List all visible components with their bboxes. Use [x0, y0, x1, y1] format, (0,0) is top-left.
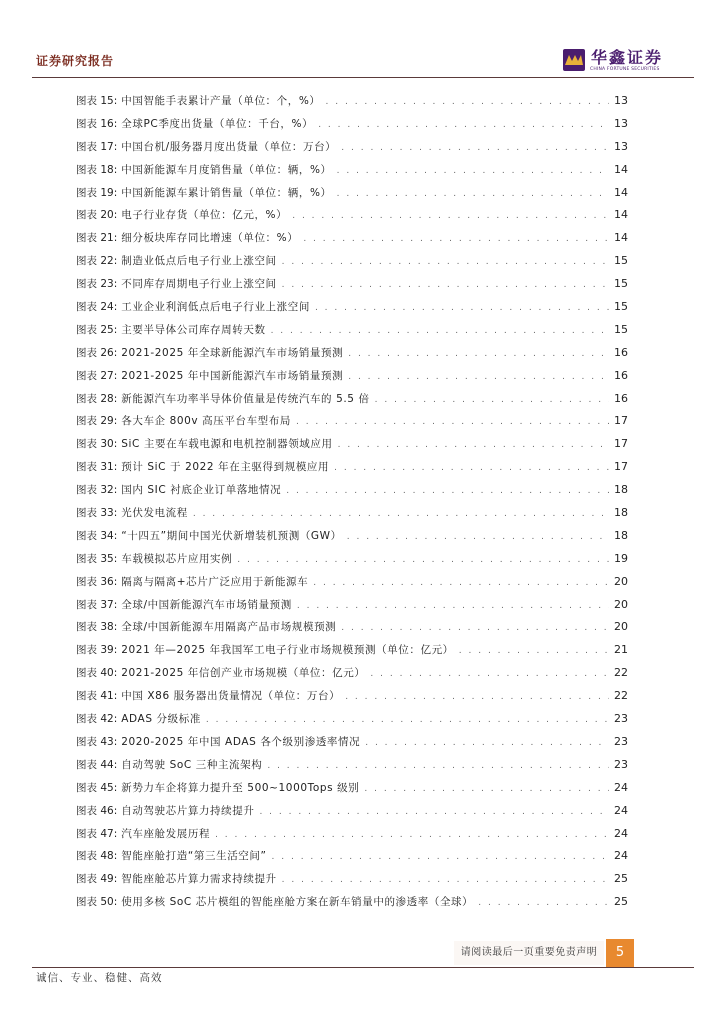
- toc-entry-label: 图表 25:: [76, 323, 118, 336]
- toc-dot-leader: [282, 869, 609, 892]
- toc-entry[interactable]: [76, 113, 628, 136]
- company-logo: [563, 45, 693, 77]
- toc-entry[interactable]: [76, 204, 628, 227]
- toc-entry-label: 图表 29:: [76, 415, 118, 428]
- toc-entry[interactable]: [76, 823, 628, 846]
- toc-entry-title: 中国新能源车累计销售量（单位：辆，%）: [121, 186, 332, 199]
- toc-entry[interactable]: [76, 548, 628, 571]
- toc-entry-title: 智能座舱打造“第三生活空间”: [121, 850, 267, 863]
- toc-dot-leader: [237, 549, 609, 572]
- toc-entry-page: 13: [614, 116, 628, 130]
- toc-entry-page: 14: [614, 185, 628, 199]
- toc-entry[interactable]: [76, 227, 628, 250]
- toc-entry[interactable]: [76, 616, 628, 639]
- toc-dot-leader: [345, 686, 609, 709]
- toc-dot-leader: [364, 778, 609, 801]
- toc-entry-title: 车载模拟芯片应用实例: [121, 552, 233, 565]
- toc-entry[interactable]: [76, 296, 628, 319]
- toc-dot-leader: [341, 617, 609, 640]
- toc-dot-leader: [303, 228, 609, 251]
- toc-dot-leader: [370, 663, 609, 686]
- toc-dot-leader: [282, 251, 609, 274]
- toc-entry-title: 全球PC季度出货量（单位：千台，%）: [121, 117, 314, 130]
- toc-entry-label: 图表 45:: [76, 781, 118, 794]
- toc-entry[interactable]: [76, 502, 628, 525]
- toc-entry-page: 13: [614, 139, 628, 153]
- toc-entry-label: 图表 36:: [76, 575, 118, 588]
- toc-entry-title: 中国新能源车月度销售量（单位：辆，%）: [121, 163, 332, 176]
- toc-entry-title: “十四五”期间中国光伏新增装机预测（GW）: [121, 529, 342, 542]
- footer-divider: [32, 967, 694, 968]
- toc-entry[interactable]: [76, 456, 628, 479]
- toc-entry-label: 图表 50:: [76, 896, 118, 909]
- toc-entry-title: 预计 SiC 于 2022 年在主驱得到规模应用: [121, 461, 330, 474]
- toc-entry-page: 24: [614, 826, 628, 840]
- toc-dot-leader: [286, 480, 609, 503]
- toc-dot-leader: [313, 572, 609, 595]
- toc-dot-leader: [338, 434, 609, 457]
- toc-dot-leader: [334, 457, 609, 480]
- toc-entry[interactable]: [76, 571, 628, 594]
- toc-entry-title: 主要半导体公司库存周转天数: [121, 323, 266, 336]
- toc-entry-page: 19: [614, 551, 628, 565]
- toc-entry-title: 中国台机/服务器月度出货量（单位：万台）: [121, 140, 337, 153]
- toc-entry-label: 图表 46:: [76, 804, 118, 817]
- toc-entry-label: 图表 15:: [76, 95, 118, 107]
- toc-entry[interactable]: [76, 319, 628, 342]
- toc-entry[interactable]: [76, 410, 628, 433]
- toc-entry[interactable]: [76, 891, 628, 914]
- toc-entry-title: 自动驾驶 SoC 三种主流架构: [121, 758, 263, 771]
- toc-entry-title: 2021-2025 年信创产业市场规模（单位：亿元）: [121, 667, 366, 680]
- toc-entry-title: 2020-2025 年中国 ADAS 各个级别渗透率情况: [121, 735, 361, 748]
- toc-entry-page: 18: [614, 483, 628, 497]
- toc-entry-label: 图表 20:: [76, 209, 118, 222]
- toc-entry-page: 20: [614, 597, 628, 611]
- toc-dot-leader: [478, 892, 609, 915]
- toc-entry[interactable]: [76, 594, 628, 617]
- toc-entry[interactable]: [76, 342, 628, 365]
- toc-entry-title: 汽车座舱发展历程: [121, 827, 211, 840]
- toc-entry[interactable]: [76, 90, 628, 113]
- toc-entry[interactable]: [76, 388, 628, 411]
- toc-entry-label: 图表 18:: [76, 163, 118, 176]
- toc-entry-page: 16: [614, 345, 628, 359]
- toc-entry-title: 自动驾驶芯片算力持续提升: [121, 804, 255, 817]
- toc-entry-page: 17: [614, 460, 628, 474]
- toc-entry-title: 细分板块库存同比增速（单位：%）: [121, 232, 299, 245]
- toc-dot-leader: [206, 709, 609, 732]
- toc-entry-page: 18: [614, 528, 628, 542]
- toc-entry-page: 14: [614, 208, 628, 222]
- toc-entry-label: 图表 22:: [76, 255, 118, 268]
- toc-dot-leader: [337, 160, 609, 183]
- toc-dot-leader: [193, 503, 609, 526]
- toc-entry-label: 图表 24:: [76, 301, 118, 314]
- toc-entry-page: 24: [614, 849, 628, 863]
- toc-entry-label: 图表 27:: [76, 369, 118, 382]
- toc-entry-label: 图表 16:: [76, 117, 118, 130]
- logo-mark-icon: [563, 49, 585, 71]
- toc-entry-page: 18: [614, 506, 628, 520]
- toc-entry[interactable]: [76, 777, 628, 800]
- toc-entry-title: 中国 X86 服务器出货量情况（单位：万台）: [121, 690, 341, 703]
- toc-entry-title: 制造业低点后电子行业上涨空间: [121, 255, 277, 268]
- toc-entry-label: 图表 38:: [76, 621, 118, 634]
- toc-entry-page: 23: [614, 757, 628, 771]
- toc-entry[interactable]: [76, 731, 628, 754]
- toc-entry-label: 图表 33:: [76, 507, 118, 520]
- toc-entry-label: 图表 37:: [76, 598, 118, 611]
- toc-entry-page: 25: [614, 895, 628, 909]
- toc-dot-leader: [297, 595, 609, 618]
- toc-entry-title: 电子行业存货（单位：亿元，%）: [121, 209, 288, 222]
- toc-entry[interactable]: [76, 754, 628, 777]
- toc-entry[interactable]: [76, 868, 628, 891]
- toc-entry-label: 图表 49:: [76, 873, 118, 886]
- toc-entry-title: ADAS 分级标准: [121, 713, 201, 726]
- toc-dot-leader: [341, 137, 609, 160]
- toc-entry-title: 全球/中国新能源汽车市场销量预测: [121, 598, 292, 611]
- toc-entry[interactable]: [76, 800, 628, 823]
- toc-entry[interactable]: [76, 525, 628, 548]
- toc-entry-page: 16: [614, 368, 628, 382]
- company-slogan: 诚信、专业、稳健、高效: [36, 972, 163, 984]
- toc-dot-leader: [348, 343, 609, 366]
- toc-entry-page: 16: [614, 391, 628, 405]
- toc-entry-page: 15: [614, 300, 628, 314]
- toc-entry-title: 智能座舱芯片算力需求持续提升: [121, 873, 277, 886]
- toc-entry-title: SiC 主要在车载电源和电机控制器领域应用: [121, 438, 333, 451]
- toc-entry-title: 使用多核 SoC 芯片模组的智能座舱方案在新车销量中的渗透率（全球）: [121, 896, 474, 909]
- toc-entry-title: 国内 SIC 衬底企业订单落地情况: [121, 484, 282, 497]
- toc-entry-page: 22: [614, 689, 628, 703]
- figure-list: [76, 90, 628, 914]
- toc-entry-label: 图表 35:: [76, 552, 118, 565]
- toc-entry[interactable]: [76, 273, 628, 296]
- toc-entry-page: 14: [614, 231, 628, 245]
- toc-entry-label: 图表 47:: [76, 827, 118, 840]
- toc-entry-label: 图表 32:: [76, 484, 118, 497]
- toc-entry-page: 25: [614, 872, 628, 886]
- toc-entry-page: 23: [614, 734, 628, 748]
- toc-entry-page: 14: [614, 162, 628, 176]
- toc-entry-page: 21: [614, 643, 628, 657]
- toc-entry-page: 20: [614, 620, 628, 634]
- toc-dot-leader: [318, 114, 609, 137]
- toc-dot-leader: [315, 297, 609, 320]
- toc-entry-label: 图表 19:: [76, 186, 118, 199]
- page-header: [0, 0, 724, 80]
- toc-entry-label: 图表 26:: [76, 346, 118, 359]
- toc-entry[interactable]: [76, 159, 628, 182]
- toc-entry-title: 中国智能手表累计产量（单位：个，%）: [121, 95, 321, 107]
- toc-dot-leader: [337, 183, 609, 206]
- toc-entry[interactable]: [76, 250, 628, 273]
- toc-entry-page: 15: [614, 277, 628, 291]
- toc-entry-label: 图表 42:: [76, 713, 118, 726]
- toc-entry[interactable]: [76, 182, 628, 205]
- toc-entry-label: 图表 23:: [76, 278, 118, 291]
- toc-entry-title: 新势力车企将算力提升至 500~1000Tops 级别: [121, 781, 360, 794]
- toc-entry-label: 图表 31:: [76, 461, 118, 474]
- toc-entry[interactable]: [76, 365, 628, 388]
- toc-dot-leader: [326, 91, 609, 114]
- header-divider: [32, 77, 694, 78]
- toc-entry-title: 不同库存周期电子行业上涨空间: [121, 278, 277, 291]
- toc-entry[interactable]: [76, 662, 628, 685]
- toc-dot-leader: [347, 526, 609, 549]
- toc-entry-label: 图表 44:: [76, 758, 118, 771]
- toc-entry-title: 2021 年—2025 年我国军工电子行业市场规模预测（单位：亿元）: [121, 644, 454, 657]
- toc-entry-title: 各大车企 800v 高压平台车型布局: [121, 415, 291, 428]
- report-type-title: 证券研究报告: [36, 54, 115, 68]
- toc-entry-title: 2021-2025 年中国新能源汽车市场销量预测: [121, 369, 344, 382]
- toc-entry-label: 图表 41:: [76, 690, 118, 703]
- toc-entry[interactable]: [76, 685, 628, 708]
- toc-dot-leader: [215, 824, 609, 847]
- toc-entry-page: 24: [614, 780, 628, 794]
- toc-entry[interactable]: [76, 639, 628, 662]
- toc-dot-leader: [272, 846, 609, 869]
- toc-entry-page: 17: [614, 414, 628, 428]
- toc-entry-label: 图表 30:: [76, 438, 118, 451]
- toc-entry-page: 24: [614, 803, 628, 817]
- toc-entry-label: 图表 39:: [76, 644, 118, 657]
- toc-dot-leader: [375, 389, 609, 412]
- toc-dot-leader: [348, 366, 609, 389]
- toc-dot-leader: [271, 320, 609, 343]
- logo-chinese-name: 华鑫证券: [591, 48, 664, 67]
- toc-entry-title: 光伏发电流程: [121, 507, 188, 520]
- toc-dot-leader: [282, 274, 609, 297]
- toc-entry[interactable]: [76, 479, 628, 502]
- toc-entry-title: 工业企业利润低点后电子行业上涨空间: [121, 301, 310, 314]
- toc-entry-page: 17: [614, 437, 628, 451]
- toc-entry-page: 22: [614, 666, 628, 680]
- toc-entry-page: 13: [614, 94, 628, 107]
- toc-dot-leader: [292, 205, 609, 228]
- toc-entry-title: 2021-2025 年全球新能源汽车市场销量预测: [121, 346, 344, 359]
- disclaimer-note: 请阅读最后一页重要免责声明: [454, 941, 604, 965]
- toc-entry[interactable]: [76, 433, 628, 456]
- toc-entry-label: 图表 48:: [76, 850, 118, 863]
- toc-entry-label: 图表 43:: [76, 735, 118, 748]
- toc-dot-leader: [259, 801, 609, 824]
- toc-entry-page: 20: [614, 574, 628, 588]
- toc-entry-page: 23: [614, 712, 628, 726]
- toc-entry-label: 图表 34:: [76, 529, 118, 542]
- toc-entry[interactable]: [76, 708, 628, 731]
- toc-entry-title: 全球/中国新能源车用隔离产品市场规模预测: [121, 621, 337, 634]
- toc-entry-label: 图表 17:: [76, 140, 118, 153]
- toc-entry-title: 新能源汽车功率半导体价值量是传统汽车的 5.5 倍: [121, 392, 370, 405]
- toc-entry-title: 隔离与隔离+芯片广泛应用于新能源车: [121, 575, 309, 588]
- toc-entry-page: 15: [614, 322, 628, 336]
- toc-dot-leader: [365, 732, 609, 755]
- toc-entry-label: 图表 40:: [76, 667, 118, 680]
- toc-entry-page: 15: [614, 254, 628, 268]
- toc-dot-leader: [296, 411, 609, 434]
- toc-entry[interactable]: [76, 845, 628, 868]
- toc-dot-leader: [267, 755, 609, 778]
- logo-english-name: CHINA FORTUNE SECURITIES: [590, 67, 660, 72]
- toc-entry-label: 图表 21:: [76, 232, 118, 245]
- toc-dot-leader: [459, 640, 609, 663]
- page-number: 5: [606, 939, 634, 967]
- toc-entry[interactable]: [76, 136, 628, 159]
- toc-entry-label: 图表 28:: [76, 392, 118, 405]
